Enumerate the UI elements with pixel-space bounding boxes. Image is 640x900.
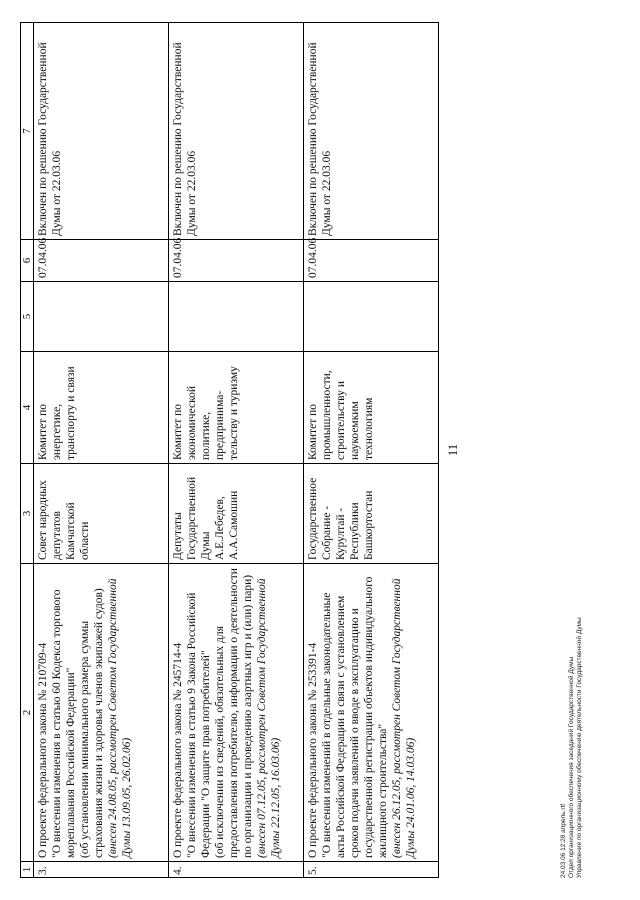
note: Включен по решению Государственной Думы от 22.03.06 [34, 23, 169, 240]
date: 07.04.06 [169, 240, 304, 282]
committee: Комитет по экономической политике, предпринима-тельству и туризму [169, 352, 304, 464]
footer-file-line: 24.03.06 12:28 апрель.rtf [560, 803, 567, 878]
col5-cell [34, 282, 169, 352]
column-header: 3 [21, 464, 34, 564]
column-header: 7 [21, 23, 34, 240]
row-number: 3. [34, 862, 169, 878]
column-header: 2 [21, 564, 34, 862]
column-header: 6 [21, 240, 34, 282]
footer-department-line: Отдел организационного обеспечения заседаний Государственной Думы [568, 656, 575, 878]
date: 07.04.06 [34, 240, 169, 282]
committee: Комитет по промышленности, строительству и наукоемким технологиям [304, 352, 439, 464]
table-row [169, 23, 304, 878]
bill-explanation: (об исключении из сведений, обязательных для предоставления потребителю, информации о деятельности по организации и проведению азартных игр и (или) пари) [214, 568, 254, 858]
column-header-row [21, 23, 34, 878]
row-number: 4. [169, 862, 304, 878]
bill-meta: (внесен 24.08.05, рассмотрен Советом Государственной Думы 13.09.05, 26.02.06) [107, 578, 133, 858]
date: 07.04.06 [304, 240, 439, 282]
initiator: Совет народных депутатов Камчатской области [34, 464, 169, 564]
initiator: Государственное Собрание - Курултай - Республики Башкортостан [304, 464, 439, 564]
bill-quote: "О внесении изменений в отдельные законодательные акты Российской Федерации в связи с установлением сроков подачи заявлений о вводе в эксплуатацию и государственной регистрации объектов индивидуального жилищного строительства" [321, 576, 389, 858]
bill-title: О проекте федерального закона № 210709-4 [37, 642, 49, 858]
row-number: 5. [304, 862, 439, 878]
agenda-table [20, 22, 439, 878]
bill-meta: (внесен 26.12.05, рассмотрен Советом Государственной Думы 24.01.06, 14.03.06) [391, 578, 417, 858]
committee: Комитет по энергетике, транспорту и связи [34, 352, 169, 464]
note: Включен по решению Государственной Думы от 22.03.06 [304, 23, 439, 240]
initiator: Депутаты Государственной Думы А.Е.Лебедев, А.А.Самошин [169, 464, 304, 564]
table-row [304, 23, 439, 878]
bill-explanation: (об установлении минимального размера суммы страхования жизни и здоровья членов экипажей судов) [79, 588, 105, 858]
bill-description [169, 564, 304, 862]
column-header: 1 [21, 862, 34, 878]
col5-cell [169, 282, 304, 352]
column-header: 4 [21, 352, 34, 464]
bill-quote: "О внесении изменения в статью 60 Кодекса торгового мореплавания Российской Федерации" [51, 589, 77, 858]
bill-quote: "О внесении изменения в статью 9 Закона Российской Федерации "О защите прав потребителей" [186, 592, 212, 858]
bill-title: О проекте федерального закона № 245714-4 [172, 642, 184, 858]
page-number: 11 [445, 443, 460, 457]
bill-description [304, 564, 439, 862]
col5-cell [304, 282, 439, 352]
table-row [34, 23, 169, 878]
document-footer [560, 617, 584, 878]
column-header: 5 [21, 282, 34, 352]
footer-office-line: Управление по организационному обеспечению деятельности Государственной Думы [576, 617, 583, 878]
bill-meta: (внесен 07.12.05, рассмотрен Советом Государственной Думы 22.12.05, 16.03.06) [256, 578, 282, 858]
bill-description [34, 564, 169, 862]
note: Включен по решению Государственной Думы от 22.03.06 [169, 23, 304, 240]
bill-title: О проекте федерального закона № 253391-4 [307, 642, 319, 858]
